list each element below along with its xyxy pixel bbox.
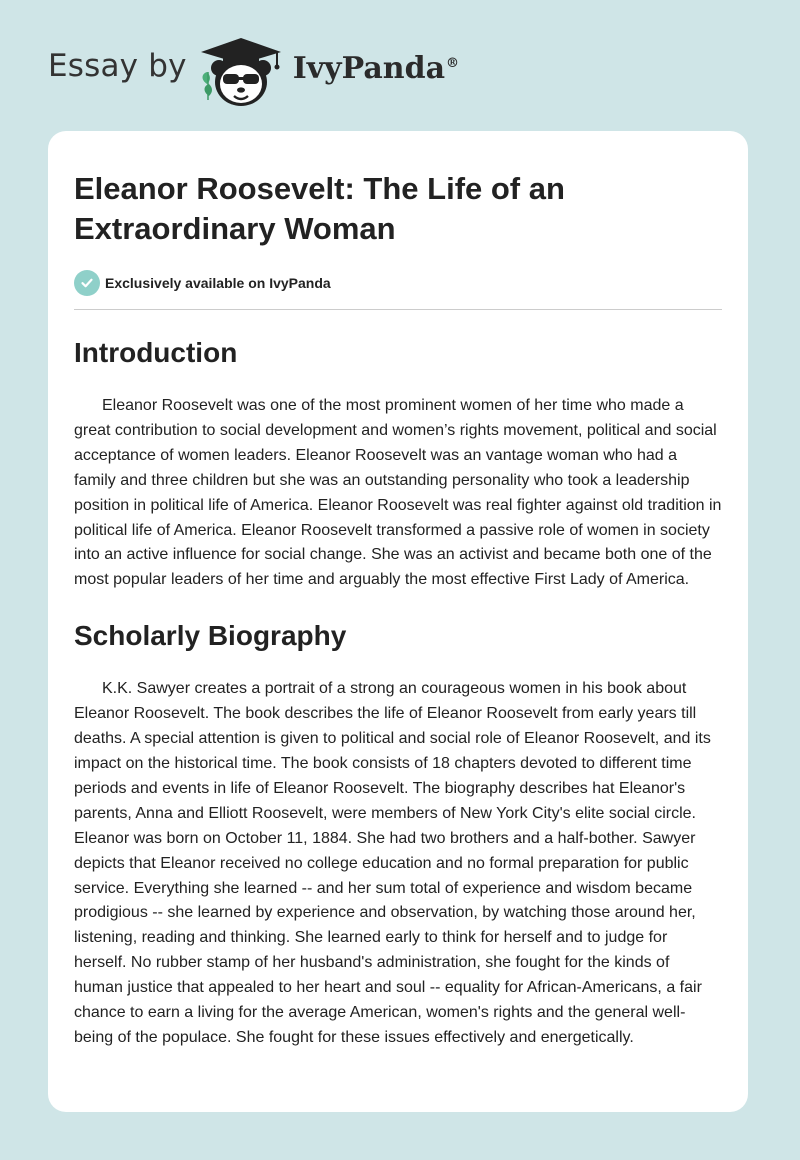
brand-name: IvyPanda: [292, 50, 446, 86]
section-paragraph: Eleanor Roosevelt was one of the most prominent women of her time who made a great contribution to social development and women’s rights movement, political and social acceptance of women leaders. Eleanor Roosevelt was an vantage woman who had a family and three children but she was an outstanding personality who took a leadership position in political life of America. Eleanor Roosevelt was real fighter against old tradition in political life of America. Eleanor Roosevelt transformed a passive role of women in society into an active influence for social change. She was an activist and became both one of the most popular leaders of her time and arguably the most effective First Lady of America.: [74, 397, 722, 589]
essay-by-label: Essay by: [48, 48, 187, 84]
ivypanda-wordmark[interactable]: [293, 51, 459, 86]
section-paragraph: K.K. Sawyer creates a portrait of a strong an courageous women in his book about Eleanor Roosevelt. The book describes the life of Eleanor Roosevelt from early years till deaths. A special attention is given to political and social role of Eleanor Roosevelt, and its impact on the historical time. The book consists of 18 chapters devoted to different time periods and events in life of Eleanor Roosevelt. The biography describes hat Eleanor's parents, Anna and Elliott Roosevelt, were members of New York City's elite social circle. Eleanor was born on October 11, 1884. She had two brothers and a half-bother. Sawyer depicts that Eleanor received no college education and no formal preparation for public service. Everything she learned -- and her sum total of experience and wisdom became prodigious -- she learned by experience and observation, by watching those around her, listening, reading and thinking. She learned early to think for herself and to judge for herself. No rubber stamp of her husband's administration, she fought for the kinds of human justice that appealed to her heart and soul -- equality for African-Americans, a fair chance to earn a living for the average American, women's rights and the general well-being of the populace. She fought for these issues effectively and energetically.: [74, 680, 711, 1046]
section-scholarly-biography: [74, 619, 722, 1051]
registered-mark: ®: [446, 55, 460, 71]
essay-title: Eleanor Roosevelt: The Life of an Extraordinary Woman: [74, 171, 565, 246]
exclusive-badge: [74, 270, 722, 296]
ivypanda-logo-icon[interactable]: [197, 34, 289, 110]
section-heading: Scholarly Biography: [74, 620, 347, 652]
section-heading: Introduction: [74, 337, 238, 368]
exclusive-badge-label: Exclusively available on IvyPanda: [105, 275, 331, 291]
title-divider: [74, 309, 722, 310]
checkmark-icon: [74, 270, 100, 296]
essay-card: [48, 131, 748, 1112]
site-header: [48, 34, 459, 110]
section-introduction: [74, 336, 722, 593]
